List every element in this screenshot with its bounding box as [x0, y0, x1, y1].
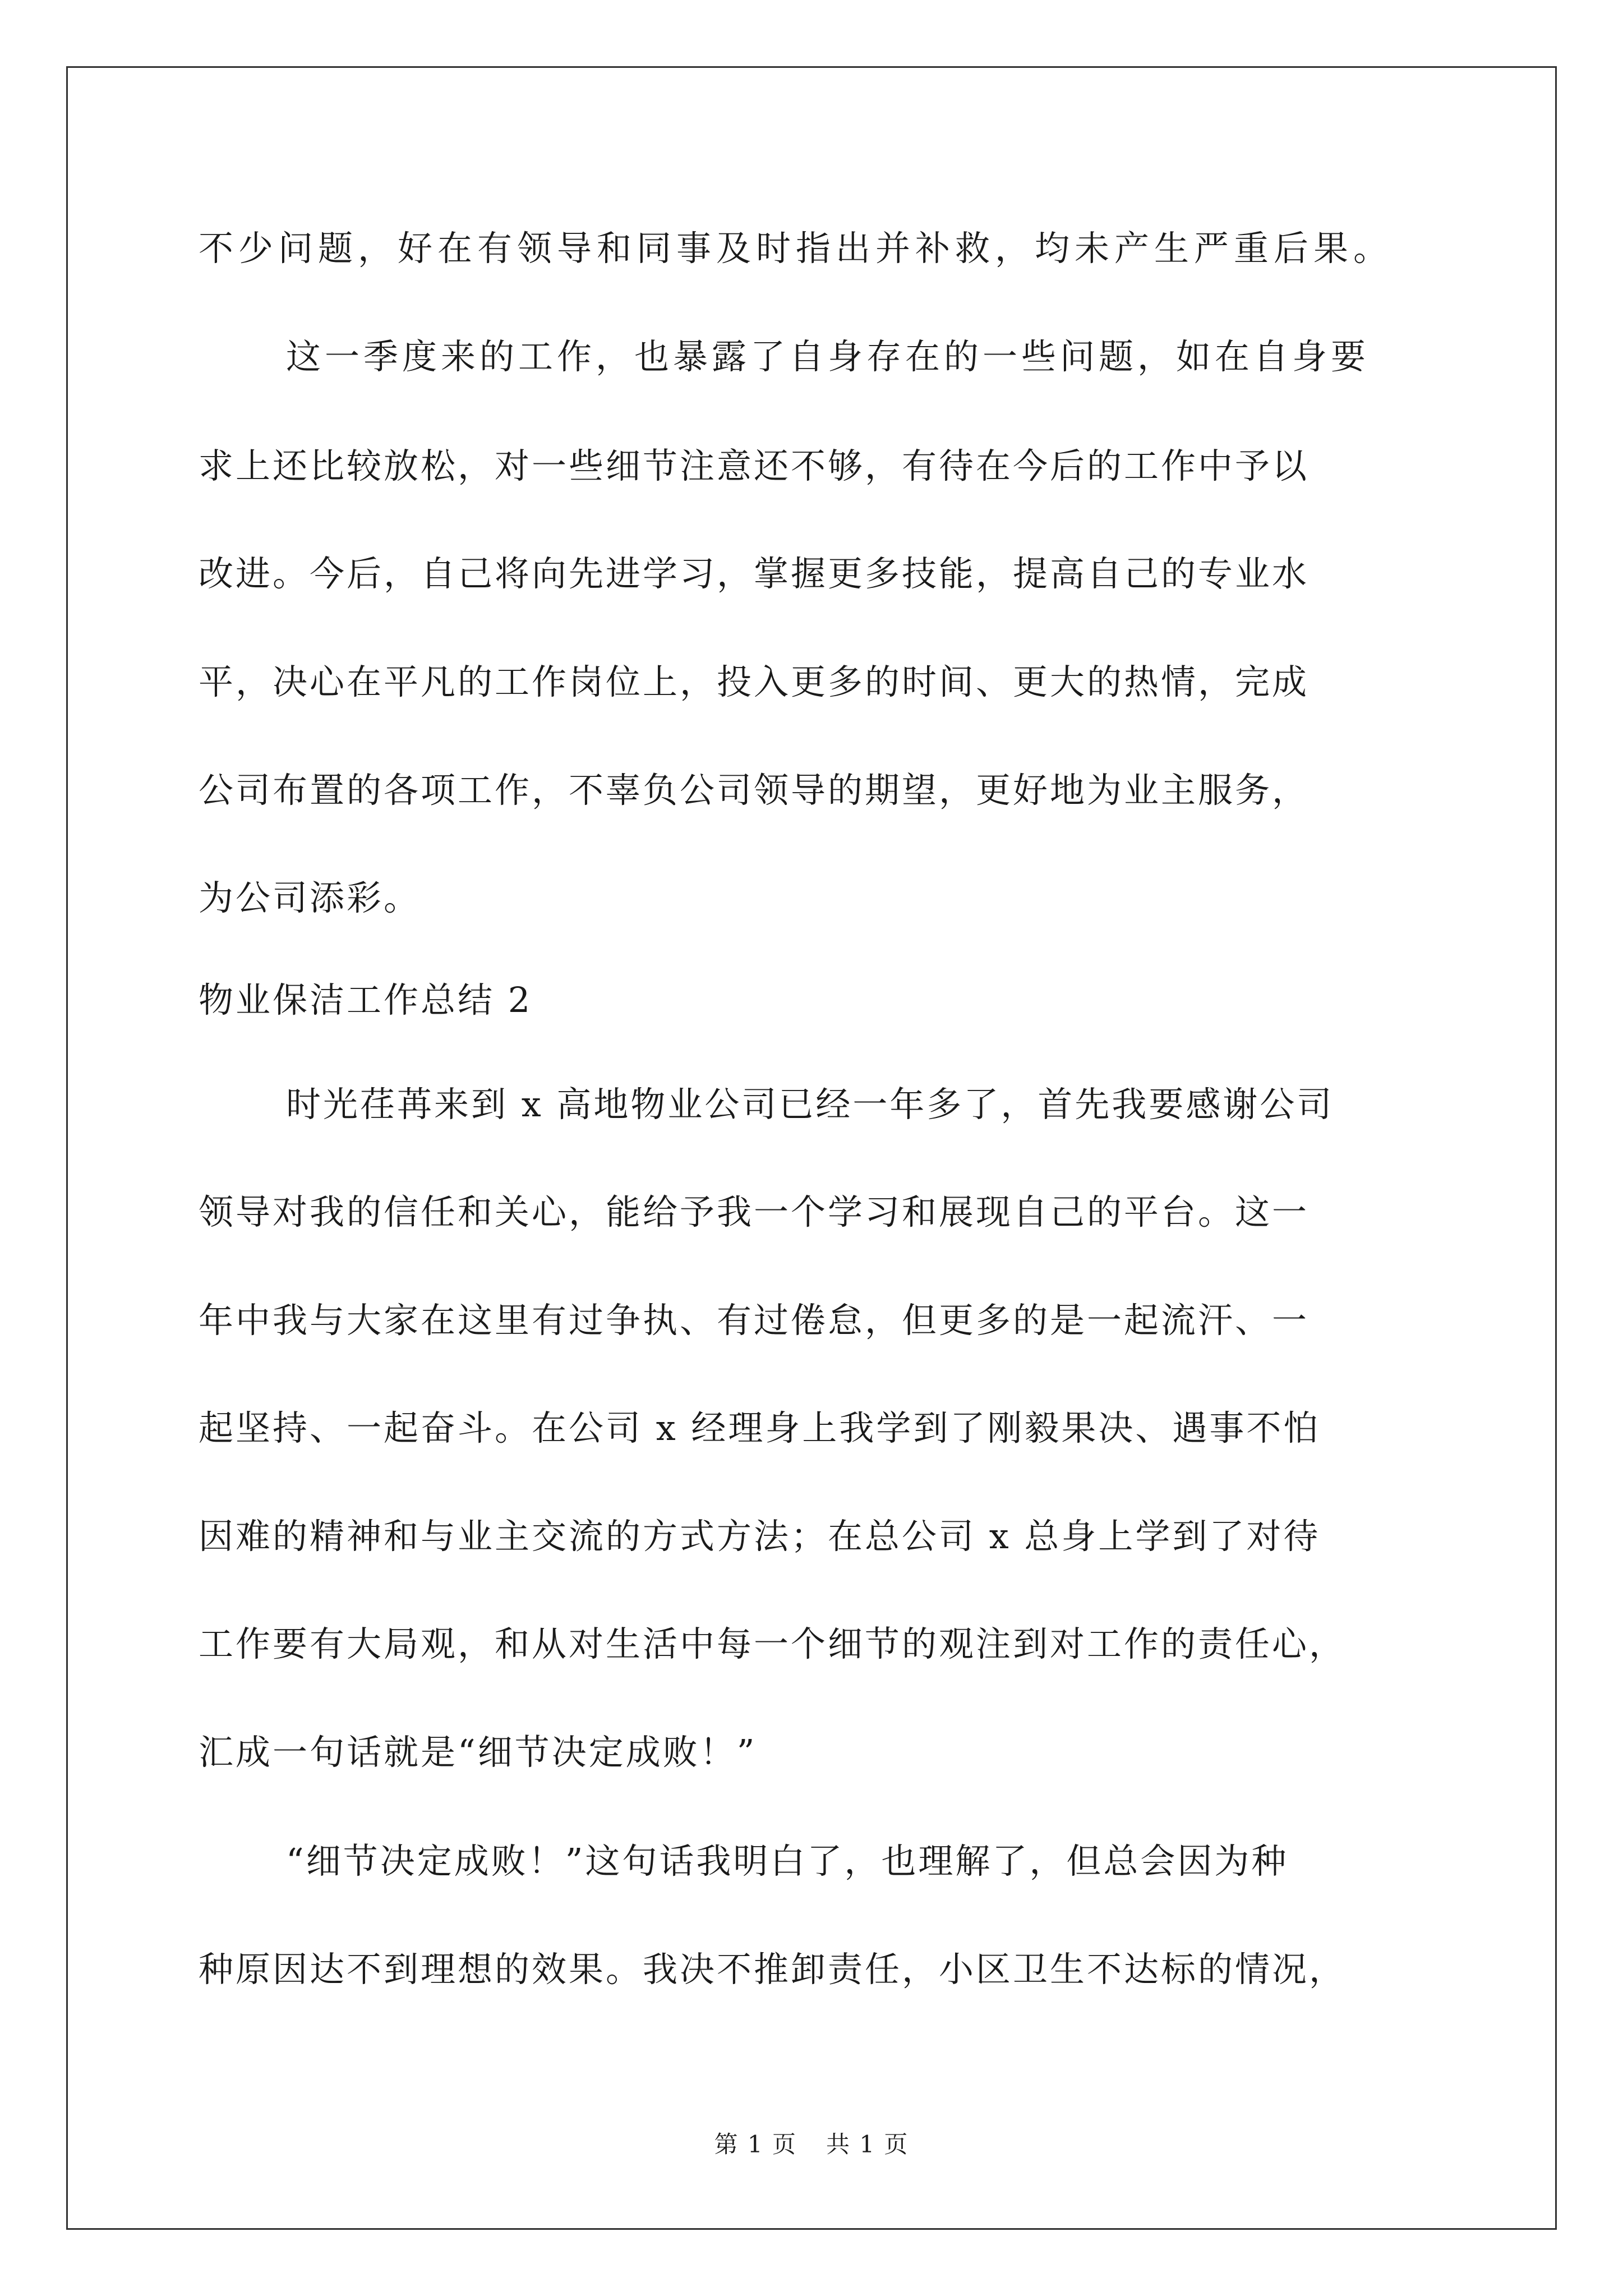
text-line-5: 平，决心在平凡的工作岗位上，投入更多的时间、更大的热情，完成 — [199, 661, 1310, 702]
text-line-4: 改进。今后，自己将向先进学习，掌握更多技能，提高自己的专业水 — [199, 553, 1310, 594]
text-line-14: 汇成一句话就是“细节决定成败！” — [199, 1732, 757, 1773]
page-number: 第 1 页 — [714, 2131, 797, 2158]
text-line-9: 领导对我的信任和关心，能给予我一个学习和展现自己的平台。这一 — [199, 1191, 1310, 1232]
text-line-7: 为公司添彩。 — [199, 877, 421, 918]
page-border — [66, 66, 1557, 2230]
page-footer — [0, 2133, 1623, 2156]
text-line-1: 不少问题，好在有领导和同事及时指出并补救，均未产生严重后果。 — [199, 228, 1394, 269]
text-line-8: 时光荏苒来到 x 高地物业公司已经一年多了，首先我要感谢公司 — [286, 1084, 1334, 1125]
text-line-12: 因难的精神和与业主交流的方式方法；在总公司 x 总身上学到了对待 — [199, 1516, 1321, 1557]
text-line-6: 公司布置的各项工作，不辜负公司领导的期望，更好地为业主服务， — [199, 770, 1310, 811]
text-line-2: 这一季度来的工作，也暴露了自身存在的一些问题，如在自身要 — [286, 336, 1370, 377]
text-line-3: 求上还比较放松，对一些细节注意还不够，有待在今后的工作中予以 — [199, 445, 1310, 486]
text-line-11: 起坚持、一起奋斗。在公司 x 经理身上我学到了刚毅果决、遇事不怕 — [199, 1407, 1321, 1448]
text-line-13: 工作要有大局观，和从对生活中每一个细节的观注到对工作的责任心， — [199, 1623, 1347, 1664]
text-line-16: 种原因达不到理想的效果。我决不推卸责任，小区卫生不达标的情况， — [199, 1949, 1347, 1990]
page-total: 共 1 页 — [826, 2131, 909, 2158]
section-heading: 物业保洁工作总结 2 — [199, 979, 533, 1020]
text-line-15: “细节决定成败！”这句话我明白了，也理解了，但总会因为种 — [286, 1841, 1289, 1881]
text-line-10: 年中我与大家在这里有过争执、有过倦怠，但更多的是一起流汗、一 — [199, 1300, 1310, 1341]
